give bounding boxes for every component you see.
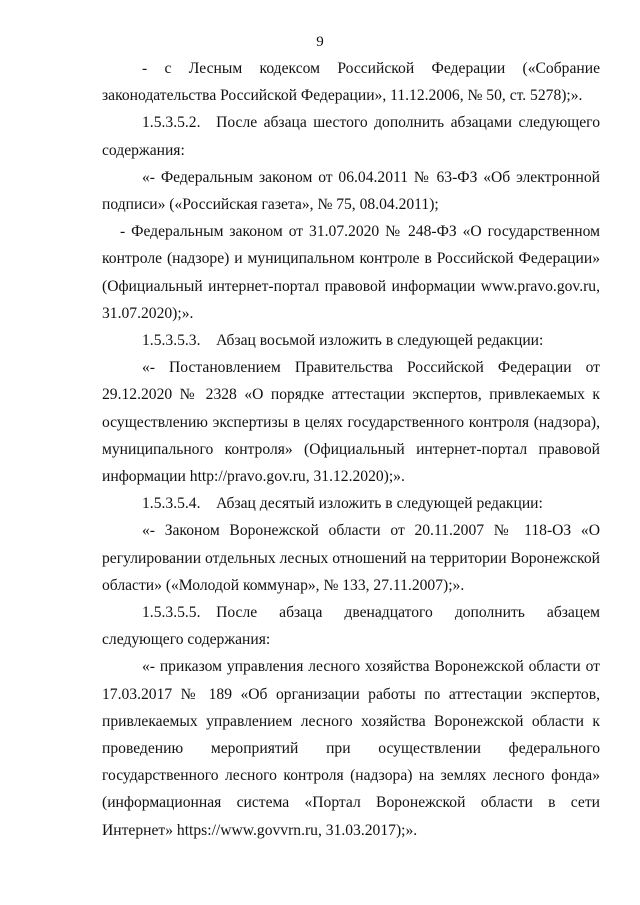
- paragraph-resolution-2328: «- Постановлением Правительства Российской Федерации от 29.12.2020 № 2328 «О порядке аттестации экспертов, привлекаемых к осуществлению экспертизы в целях государственного контроля (надзора), муниципального контроля» (Официальный интернет-портал правовой информации http://pravo.gov.ru, 31.12.2020);».: [102, 359, 600, 486]
- page-number: 9: [316, 34, 324, 50]
- document-body: [102, 55, 600, 844]
- paragraph-item-1-5-3-5-3: 1.5.3.5.3. Абзац восьмой изложить в следующей редакции:: [142, 332, 544, 350]
- paragraph-law-248-fz: - Федеральным законом от 31.07.2020 № 248-ФЗ «О государственном контроле (надзоре) и муниципальном контроле в Российской Федерации» (Официальный интернет-портал правовой информации www.pravo.gov.ru, 31.07.2020);».: [102, 223, 600, 322]
- paragraph-law-118-oz: «- Законом Воронежской области от 20.11.2007 № 118-ОЗ «О регулировании отдельных лесных отношений на территории Воронежской области» («Молодой коммунар», № 133, 27.11.2007);».: [102, 522, 600, 594]
- paragraph-order-189: «- приказом управления лесного хозяйства Воронежской области от 17.03.2017 № 189 «Об организации работы по аттестации экспертов, привлекаемых управлением лесного хозяйства Воронежской области к проведению мероприятий при осуществлении федерального государственного лесного контроля (надзора) на землях лесного фонда» (информационная система «Портал Воронежской области в сети Интернет» https://www.govvrn.ru, 31.03.2017);».: [102, 658, 600, 839]
- paragraph-item-1-5-3-5-5: 1.5.3.5.5. После абзаца двенадцатого дополнить абзацем следующего содержания:: [102, 604, 600, 649]
- paragraph-item-1-5-3-5-4: 1.5.3.5.4. Абзац десятый изложить в следующей редакции:: [142, 495, 543, 513]
- paragraph-item-1-5-3-5-2: 1.5.3.5.2. После абзаца шестого дополнить абзацами следующего содержания:: [102, 114, 600, 159]
- paragraph-forest-code: - с Лесным кодексом Российской Федерации («Собрание законодательства Российской Федерации», 11.12.2006, № 50, ст. 5278);».: [102, 60, 600, 105]
- paragraph-law-63-fz: «- Федеральным законом от 06.04.2011 № 63-ФЗ «Об электронной подписи» («Российская газета», № 75, 08.04.2011);: [102, 168, 600, 214]
